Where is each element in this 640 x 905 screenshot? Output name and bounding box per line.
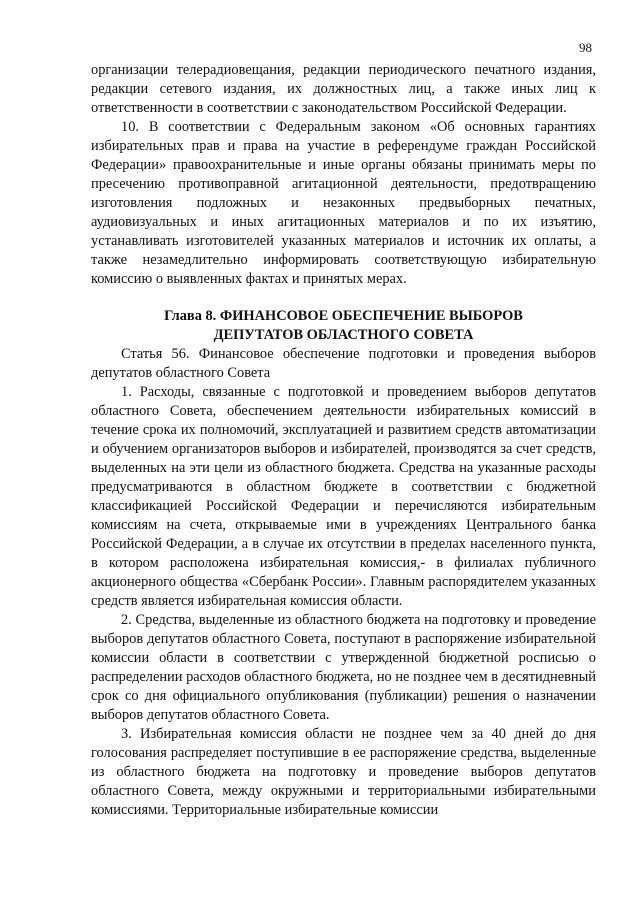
paragraph-3: 3. Избирательная комиссия области не позднее чем за 40 дней до дня голосования распределяет поступившие в ее распоряжение средства, выделенные из областного бюджета на подготовку и проведение выборов депутатов областного Совета, между окружными и территориальными избирательными комиссиями. Территориальные избирательные комиссии bbox=[91, 726, 596, 818]
page-number: 98 bbox=[579, 40, 592, 55]
chapter-heading-line-1: Глава 8. ФИНАНСОВОЕ ОБЕСПЕЧЕНИЕ ВЫБОРОВ bbox=[164, 308, 523, 324]
paragraph-2: 2. Средства, выделенные из областного бюджета на подготовку и проведение выборов депутатов областного Совета, поступают в распоряжение избирательной комиссии области в соответствии с утвержденной бюджетной росписью о распределении расходов областного бюджета, но не позднее чем в десятидневный срок со дня официального опубликования (публикации) решения о назначении выборов депутатов областного Совета. bbox=[91, 612, 596, 723]
paragraph-10: 10. В соответствии с Федеральным законом «Об основных гарантиях избирательных прав и права на участие в референдуме граждан Российской Федерации» правоохранительные и иные органы обязаны принимать меры по пресечению противоправной агитационной деятельности, предотвращению изготовления подложных и незаконных предвыборных печатных, аудиовизуальных и иных агитационных материалов и по их изъятию, устанавливать изготовителей указанных материалов и источник их оплаты, а также незамедлительно информировать соответствующую избирательную комиссию о выявленных фактах и принятых мерах. bbox=[91, 119, 596, 287]
paragraph-1: 1. Расходы, связанные с подготовкой и проведением выборов депутатов областного Совета, обеспечением деятельности избирательных комиссий в течение срока их полномочий, эксплуатацией и развитием средств автоматизации и обучением организаторов выборов и избирателей, производятся за счет средств, выделенных на эти цели из областного бюджета. Средства на указанные расходы предусматриваются в областном бюджете в соответствии с бюджетной классификацией Российской Федерации и перечисляются избирательным комиссиям на счета, открываемые ими в учреждениях Центрального банка Российской Федерации, а в случае их отсутствии в пределах населенного пункта, в котором расположена избирательная комиссия,- в филиалах публичного акционерного общества «Сбербанк России». Главным распорядителем указанных средств является избирательная комиссия области. bbox=[91, 384, 596, 609]
chapter-heading bbox=[91, 307, 596, 345]
paragraph-intro-continuation: организации телерадиовещания, редакции периодического печатного издания, редакции сетевого издания, их должностных лиц, а также иных лиц к ответственности в соответствии с законодательством Российской Федерации. bbox=[91, 62, 596, 116]
document-body bbox=[91, 61, 596, 820]
article-title: Статья 56. Финансовое обеспечение подготовки и проведения выборов депутатов областного Совета bbox=[91, 346, 596, 381]
chapter-heading-line-2: ДЕПУТАТОВ ОБЛАСТНОГО СОВЕТА bbox=[213, 327, 474, 343]
